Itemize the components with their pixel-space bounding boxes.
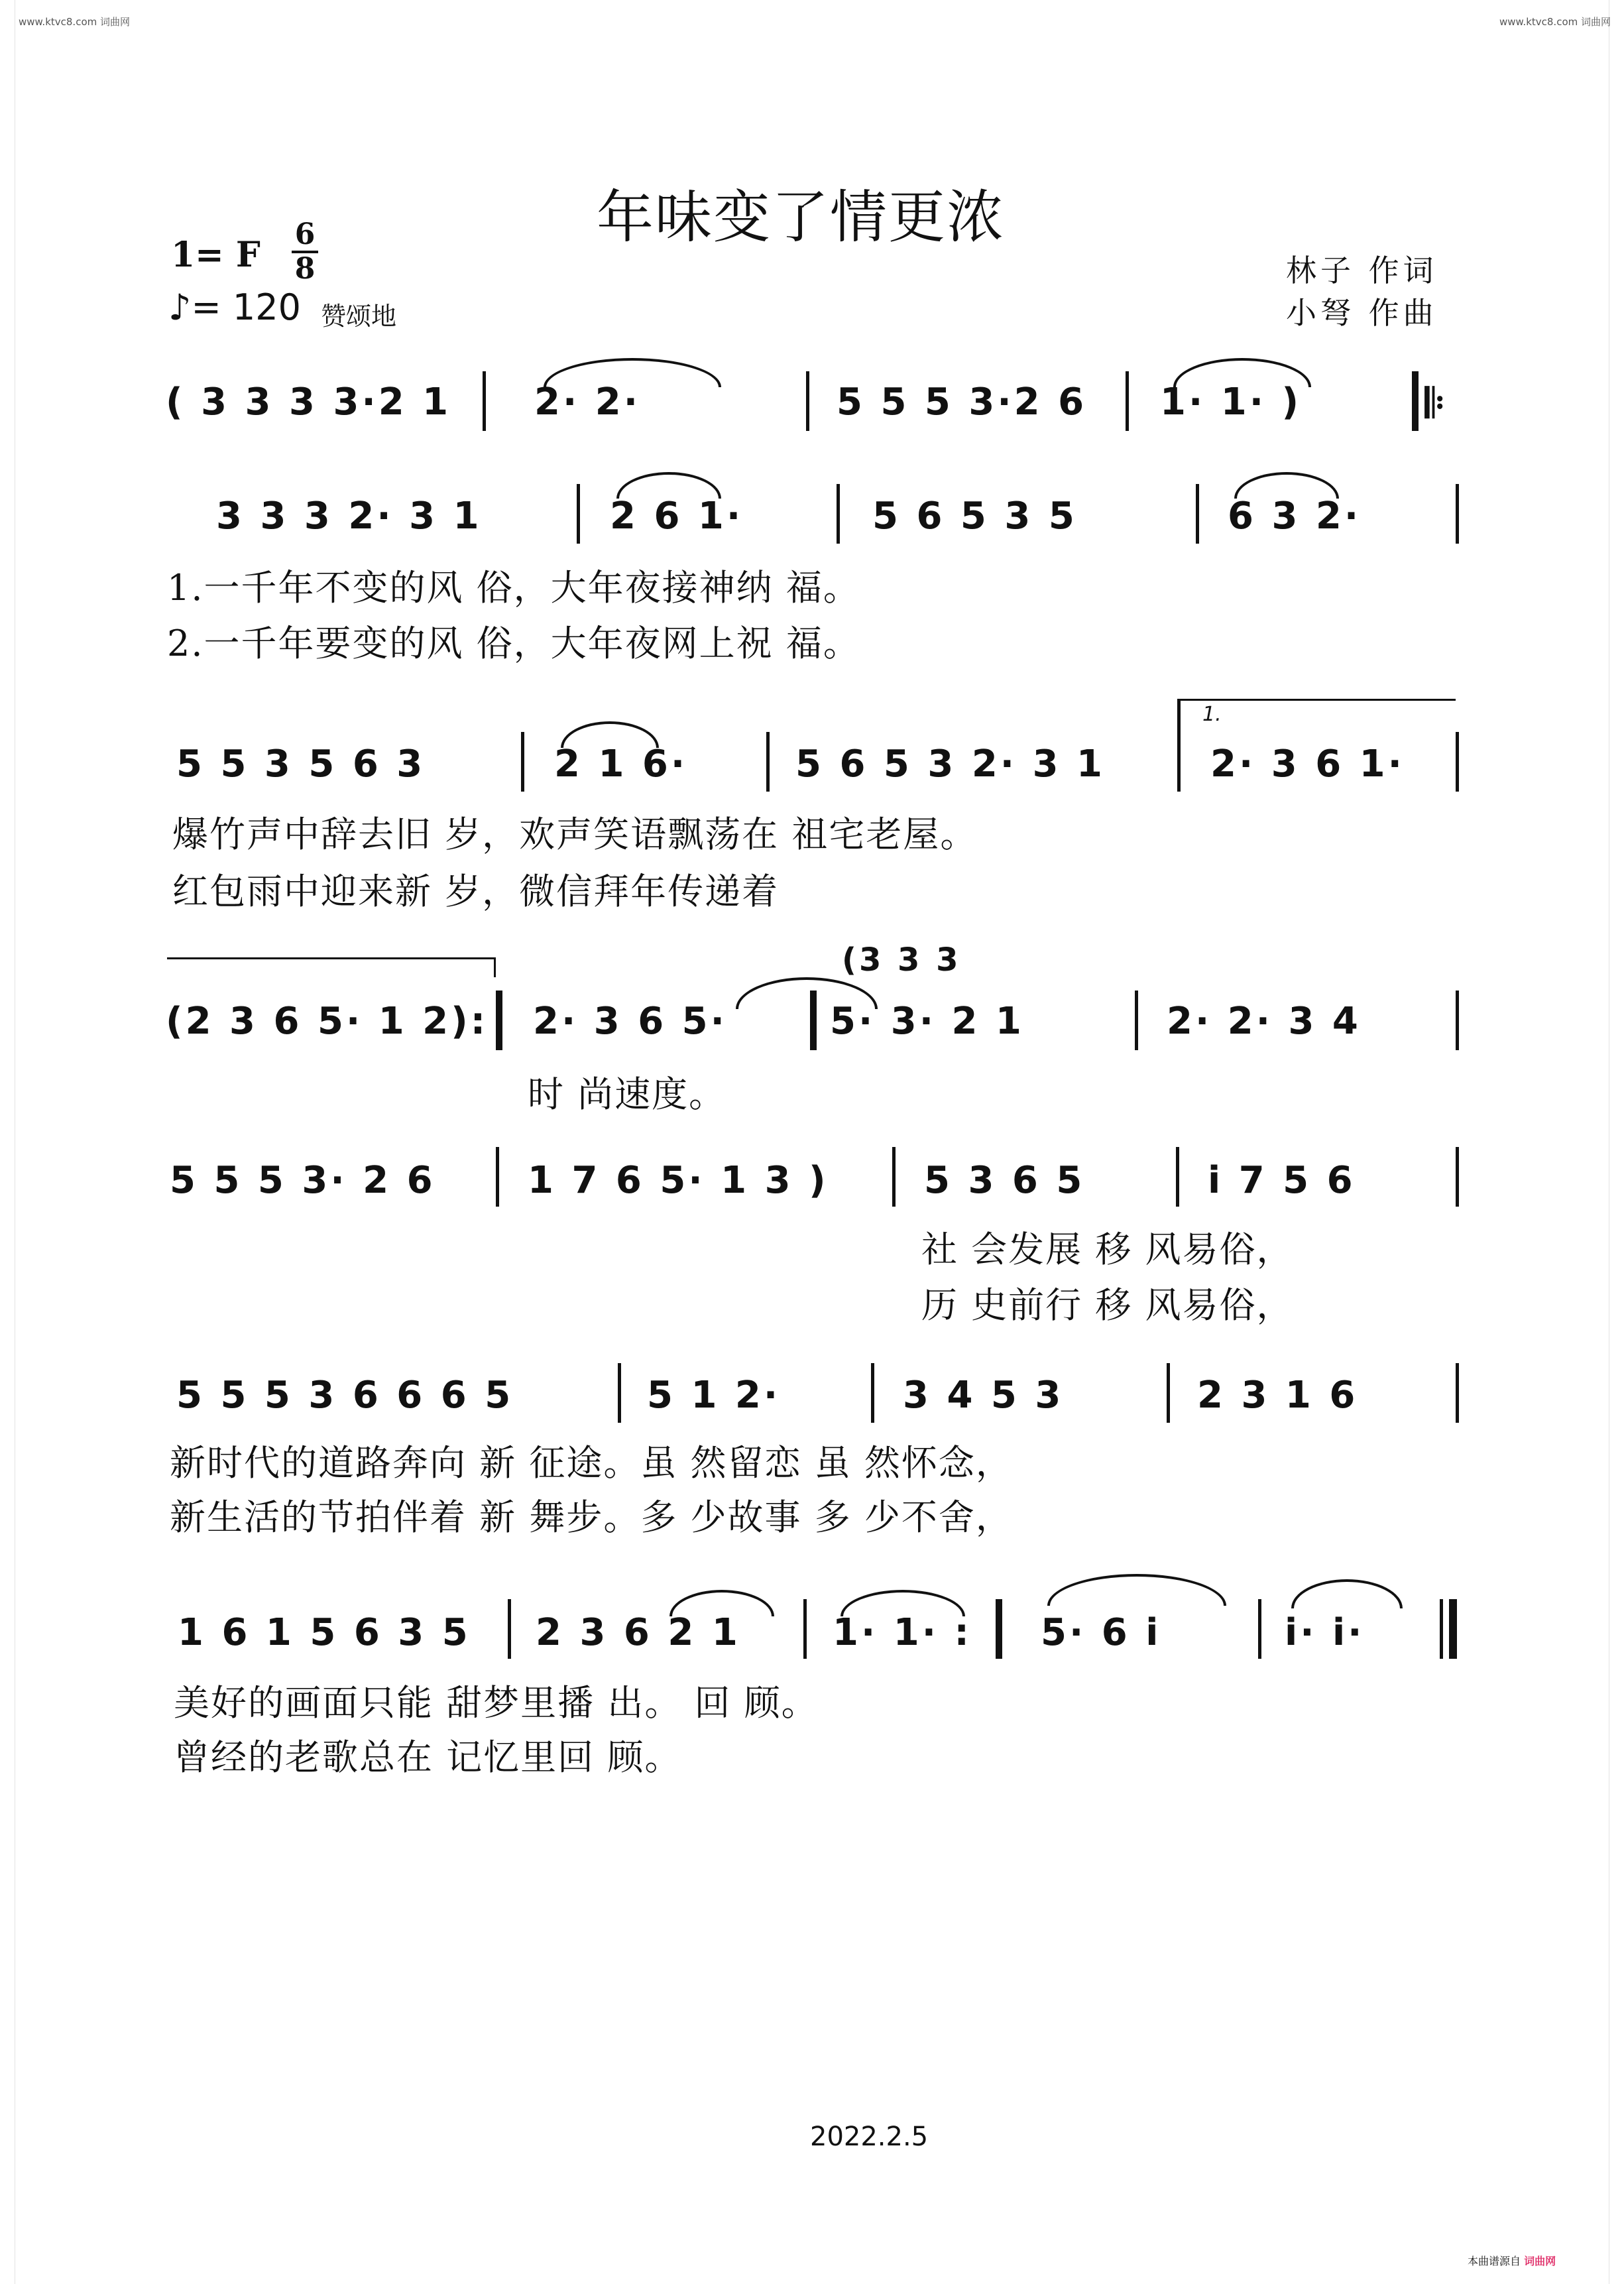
time-denominator: 8 bbox=[294, 252, 316, 286]
footer-source-text: 本曲谱源自 bbox=[1468, 2255, 1521, 2267]
barline bbox=[1176, 1147, 1179, 1207]
row7-bar5: i̇· i̇· bbox=[1285, 1611, 1365, 1654]
row6-bar4: 2 3 1 6 bbox=[1197, 1374, 1358, 1417]
time-numerator: 6 bbox=[294, 217, 316, 251]
row4-bar3: 5· 3· 2 1 bbox=[830, 1000, 1024, 1043]
barline bbox=[871, 1363, 874, 1423]
barline bbox=[1177, 699, 1181, 792]
row3-bar3: 5 6 5 3 2· 3 1 bbox=[795, 743, 1106, 786]
row1-bar4: 1· 1· ) bbox=[1160, 381, 1302, 424]
row4-bar2: 2· 3 6 5· bbox=[533, 1000, 727, 1043]
row1-bar1: ( 3 3 3 3·2 1 bbox=[166, 381, 451, 424]
row7-bar4: 5· 6 i̇ bbox=[1041, 1611, 1161, 1654]
row3-bar2: 2 1 6· bbox=[554, 743, 688, 786]
left-margin-strip bbox=[0, 0, 15, 2284]
final-barline bbox=[1449, 1599, 1457, 1659]
barline bbox=[1167, 1363, 1170, 1423]
barline bbox=[618, 1363, 621, 1423]
row3-bar4: 2· 3 6 1· bbox=[1210, 743, 1405, 786]
tie-arc bbox=[1047, 1574, 1226, 1606]
lyric-verse1: 新时代的道路奔向 新 征途。虽 然留恋 虽 然怀念， bbox=[170, 1442, 1013, 1484]
lyric-verse2: 曾经的老歌总在 记忆里回 顾。 bbox=[174, 1736, 682, 1778]
barline bbox=[577, 484, 580, 544]
row6-bar2: 5 1 2· bbox=[647, 1374, 781, 1417]
pickup-notes: (3 3 3 bbox=[842, 941, 961, 979]
barline bbox=[1456, 1147, 1459, 1207]
barline bbox=[892, 1147, 896, 1207]
row4-bar1: (2 3 6 5· 1 2): bbox=[166, 1000, 489, 1043]
key-signature: 1= F bbox=[171, 235, 261, 275]
row5-bar1: 5 5 5 3· 2 6 bbox=[170, 1159, 435, 1202]
barline bbox=[806, 371, 809, 431]
row6-bar3: 3 4 5 3 bbox=[903, 1374, 1064, 1417]
row2-bar1: 3 3 3 2· 3 1 bbox=[216, 495, 482, 538]
right-margin-strip bbox=[1609, 0, 1624, 2284]
volta-end bbox=[494, 957, 496, 977]
row7-bar3: 1· 1· : bbox=[833, 1611, 972, 1654]
repeat-barline bbox=[1412, 371, 1419, 431]
repeat-end-barline bbox=[996, 1599, 1002, 1659]
lyricist-credit: 林子 作词 bbox=[1286, 253, 1438, 288]
footer-brand: 词曲网 bbox=[1524, 2255, 1556, 2267]
row3-bar1: 5 5 3 5 6 3 bbox=[176, 743, 426, 786]
barline bbox=[483, 371, 486, 431]
barline bbox=[1456, 1363, 1459, 1423]
row5-bar4: i̇ 7 5 6 bbox=[1208, 1159, 1356, 1202]
barline bbox=[521, 732, 524, 792]
song-title: 年味变了情更浓 bbox=[597, 184, 1005, 251]
lyric-verse2: 2.一千年要变的风 俗，大年夜网上祝 福。 bbox=[167, 623, 860, 664]
barline bbox=[1456, 991, 1459, 1050]
time-signature bbox=[292, 217, 318, 286]
row6-bar1: 5 5 5 3 6 6 6 5 bbox=[176, 1374, 514, 1417]
lyric-verse1: 1.一千年不变的风 俗，大年夜接神纳 福。 bbox=[167, 567, 860, 609]
score-date: 2022.2.5 bbox=[810, 2122, 929, 2152]
barline bbox=[496, 1147, 499, 1207]
barline bbox=[1456, 484, 1459, 544]
barline bbox=[1196, 484, 1199, 544]
volta-number: 1. bbox=[1202, 703, 1222, 726]
lyric-verse2: 红包雨中迎来新 岁，微信拜年传递着 bbox=[172, 871, 780, 912]
lyric-verse1: 爆竹声中辞去旧 岁，欢声笑语飘荡在 祖宅老屋。 bbox=[172, 813, 978, 855]
volta-bracket bbox=[1177, 699, 1456, 701]
watermark-top-left: www.ktvc8.com 词曲网 bbox=[19, 16, 131, 28]
barline bbox=[803, 1599, 807, 1659]
composer-credit: 小弩 作曲 bbox=[1286, 295, 1438, 331]
volta-bracket bbox=[167, 957, 496, 959]
row7-bar2: 2 3 6 2 1 bbox=[536, 1611, 740, 1654]
barline bbox=[1135, 991, 1138, 1050]
barline bbox=[1456, 732, 1459, 792]
lyric-verse1: 时 尚速度。 bbox=[528, 1073, 726, 1115]
row7-bar1: 1 6 1 5 6 3 5 bbox=[178, 1611, 471, 1654]
row5-bar3: 5 3 6 5 bbox=[924, 1159, 1085, 1202]
row2-bar3: 5 6 5 3 5 bbox=[872, 495, 1077, 538]
tempo-marking: ♪= 120 bbox=[168, 286, 301, 328]
barline bbox=[837, 484, 840, 544]
barline bbox=[1126, 371, 1129, 431]
watermark-top-right: www.ktvc8.com 词曲网 bbox=[1499, 16, 1611, 28]
expression-marking: 赞颂地 bbox=[321, 302, 397, 331]
row2-bar2: 2 6 1· bbox=[610, 495, 744, 538]
row5-bar2: 1 7 6 5· 1 3 ) bbox=[528, 1159, 829, 1202]
row1-bar2: 2· 2· bbox=[534, 381, 640, 424]
footer-source bbox=[1468, 2253, 1556, 2268]
barline bbox=[1258, 1599, 1261, 1659]
barline bbox=[508, 1599, 511, 1659]
lyric-verse2: 历 史前行 移 风易俗， bbox=[921, 1284, 1294, 1326]
lyric-verse1: 美好的画面只能 甜梦里播 出。 回 顾。 bbox=[174, 1682, 819, 1724]
barline bbox=[766, 732, 770, 792]
repeat-start-sign: 𝄆 bbox=[1425, 381, 1448, 427]
tie-arc bbox=[1291, 1579, 1403, 1608]
repeat-barline bbox=[810, 991, 817, 1050]
lyric-verse1: 社 会发展 移 风易俗， bbox=[921, 1229, 1294, 1270]
barline bbox=[1440, 1599, 1443, 1659]
repeat-end-barline bbox=[496, 991, 502, 1050]
row1-bar3: 5 5 5 3·2 6 bbox=[837, 381, 1087, 424]
lyric-verse2: 新生活的节拍伴着 新 舞步。多 少故事 多 少不舍， bbox=[170, 1496, 1013, 1538]
row4-bar4: 2· 2· 3 4 bbox=[1167, 1000, 1361, 1043]
row2-bar4: 6 3 2· bbox=[1228, 495, 1362, 538]
